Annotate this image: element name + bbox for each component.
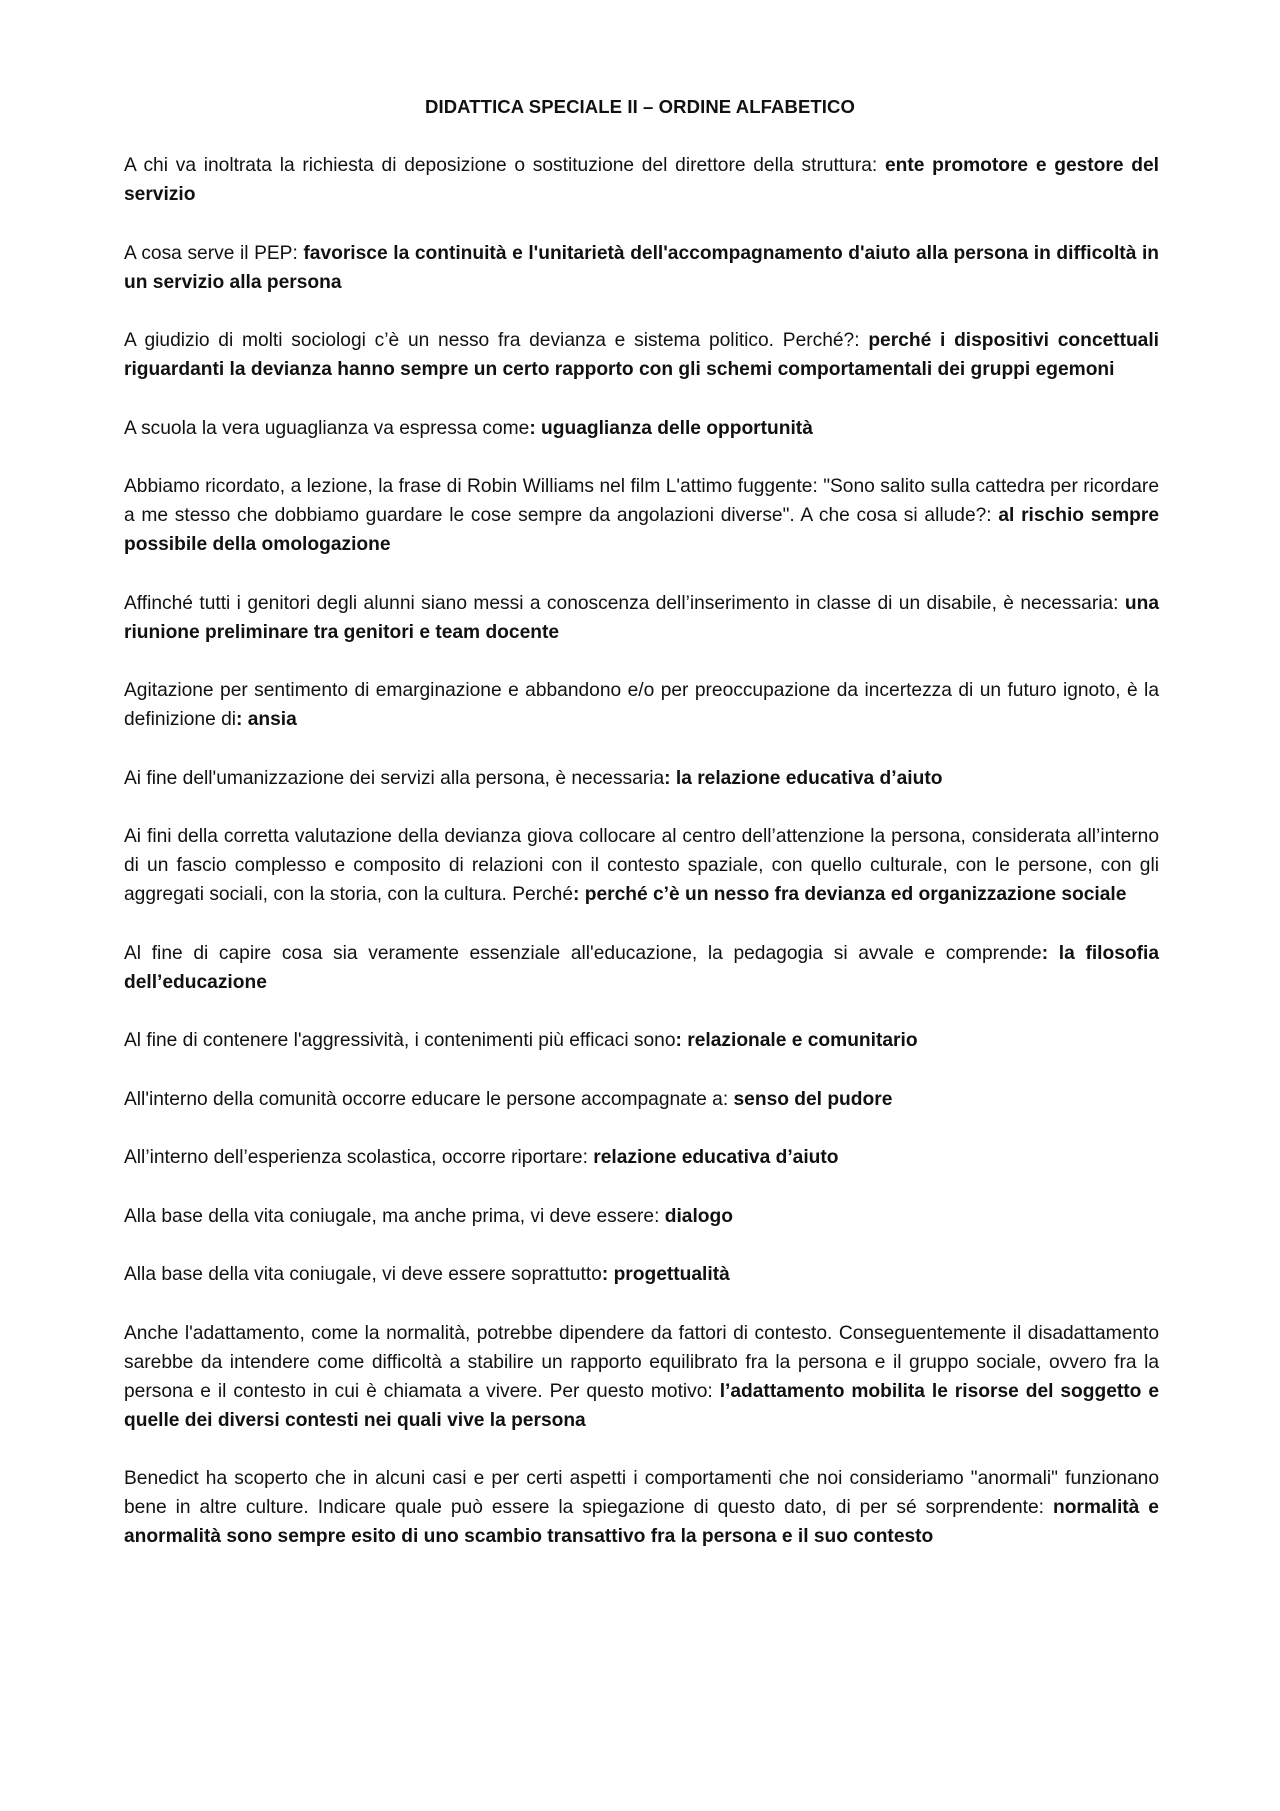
answer-text: al rischio sempre possibile della omologazione xyxy=(124,505,1160,555)
question-text: Anche l'adattamento, come la normalità, potrebbe dipendere da fattori di contesto. Conseguentemente il disadattamento sarebbe da intendere come difficoltà a stabilire un rapporto equilibrato fra la persona e il gruppo sociale, ovvero fra la persona e il contesto in cui è chiamata a vivere. Per questo motivo: xyxy=(124,1322,1159,1402)
qa-entry xyxy=(124,676,1159,734)
qa-entry xyxy=(124,1260,1159,1289)
answer-text: : ansia xyxy=(236,709,297,730)
answer-text: dialogo xyxy=(664,1205,733,1227)
qa-entry xyxy=(124,414,1159,443)
answer-text: : perché c’è un nesso fra devianza ed organizzazione sociale xyxy=(573,884,1127,905)
question-text: Alla base della vita coniugale, ma anche prima, vi deve essere: xyxy=(124,1205,665,1227)
question-text: A scuola la vera uguaglianza va espressa come xyxy=(124,417,530,439)
answer-text: l’adattamento mobilita le risorse del soggetto e quelle dei diversi contesti nei quali vive la persona xyxy=(124,1380,1159,1431)
answer-text: : relazionale e comunitario xyxy=(675,1030,918,1051)
question-text: Affinché tutti i genitori degli alunni siano messi a conoscenza dell’inserimento in classe di un disabile, è necessaria: xyxy=(124,592,1125,614)
answer-text: normalità e anormalità sono sempre esito di uno scambio transattivo fra la persona e il suo contesto xyxy=(124,1497,1159,1547)
answer-text: perché i dispositivi concettuali riguardanti la devianza hanno sempre un certo rapporto con gli schemi comportamentali dei gruppi egemoni xyxy=(124,330,1160,380)
question-text: Al fine di contenere l'aggressività, i contenimenti più efficaci sono xyxy=(124,1030,676,1051)
question-text: A giudizio di molti sociologi c’è un nesso fra devianza e sistema politico. Perché?: xyxy=(124,330,869,351)
qa-entry xyxy=(124,326,1159,384)
qa-entry xyxy=(124,239,1159,297)
question-text: Agitazione per sentimento di emarginazione e abbandono e/o per preoccupazione da incertezza di un futuro ignoto, è la definizione di xyxy=(124,680,1159,730)
document-title: DIDATTICA SPECIALE II – ORDINE ALFABETICO xyxy=(425,96,855,117)
answer-text: favorisce la continuità e l'unitarietà dell'accompagnamento d'aiuto alla persona in difficoltà in un servizio alla persona xyxy=(124,242,1160,293)
answer-text: : la relazione educativa d’aiuto xyxy=(664,767,943,789)
answer-text: : progettualità xyxy=(601,1264,730,1285)
qa-entry xyxy=(124,1464,1159,1551)
qa-entry xyxy=(124,472,1159,559)
qa-list xyxy=(124,151,1159,1581)
question-text: Benedict ha scoperto che in alcuni casi e per certi aspetti i comportamenti che noi consideriamo "anormali" funzionano bene in altre culture. Indicare quale può essere la spiegazione di questo dato, di per sé sorprendente: xyxy=(124,1468,1159,1518)
qa-entry xyxy=(124,1202,1159,1231)
question-text: A chi va inoltrata la richiesta di deposizione o sostituzione del direttore della struttura: xyxy=(124,155,885,176)
answer-text: ente promotore e gestore del servizio xyxy=(124,155,1159,205)
qa-entry xyxy=(124,822,1159,909)
qa-entry xyxy=(124,151,1159,209)
question-text: A cosa serve il PEP: xyxy=(124,242,304,264)
answer-text: relazione educativa d’aiuto xyxy=(593,1147,839,1168)
qa-entry xyxy=(124,589,1159,647)
qa-entry xyxy=(124,764,1159,793)
qa-entry xyxy=(124,1143,1159,1172)
question-text: Alla base della vita coniugale, vi deve essere soprattutto xyxy=(124,1264,602,1285)
answer-text: : uguaglianza delle opportunità xyxy=(529,417,813,439)
question-text: Ai fine dell'umanizzazione dei servizi alla persona, è necessaria xyxy=(124,767,665,789)
qa-entry xyxy=(124,1319,1159,1435)
answer-text: : la filosofia dell’educazione xyxy=(124,942,1160,993)
qa-entry xyxy=(124,939,1159,997)
question-text: All’interno dell’esperienza scolastica, occorre riportare: xyxy=(124,1147,594,1168)
question-text: Al fine di capire cosa sia veramente essenziale all'educazione, la pedagogia si avvale e comprende xyxy=(124,942,1042,964)
answer-text: senso del pudore xyxy=(733,1088,893,1110)
question-text: Ai fini della corretta valutazione della devianza giova collocare al centro dell’attenzione la persona, considerata all’interno di un fascio complesso e composito di relazioni con il contesto spaziale, con quello culturale, con le persone, con gli aggregati sociali, con la storia, con la cultura. Perché xyxy=(124,826,1159,905)
question-text: Abbiamo ricordato, a lezione, la frase di Robin Williams nel film L'attimo fuggente: "Sono salito sulla cattedra per ricordare a me stesso che dobbiamo guardare le cose sempre da angolazioni diverse". A che cosa si allude?: xyxy=(124,476,1159,526)
question-text: All'interno della comunità occorre educare le persone accompagnate a: xyxy=(124,1088,734,1110)
qa-entry xyxy=(124,1085,1159,1114)
answer-text: una riunione preliminare tra genitori e team docente xyxy=(124,592,1159,643)
qa-entry xyxy=(124,1026,1159,1055)
